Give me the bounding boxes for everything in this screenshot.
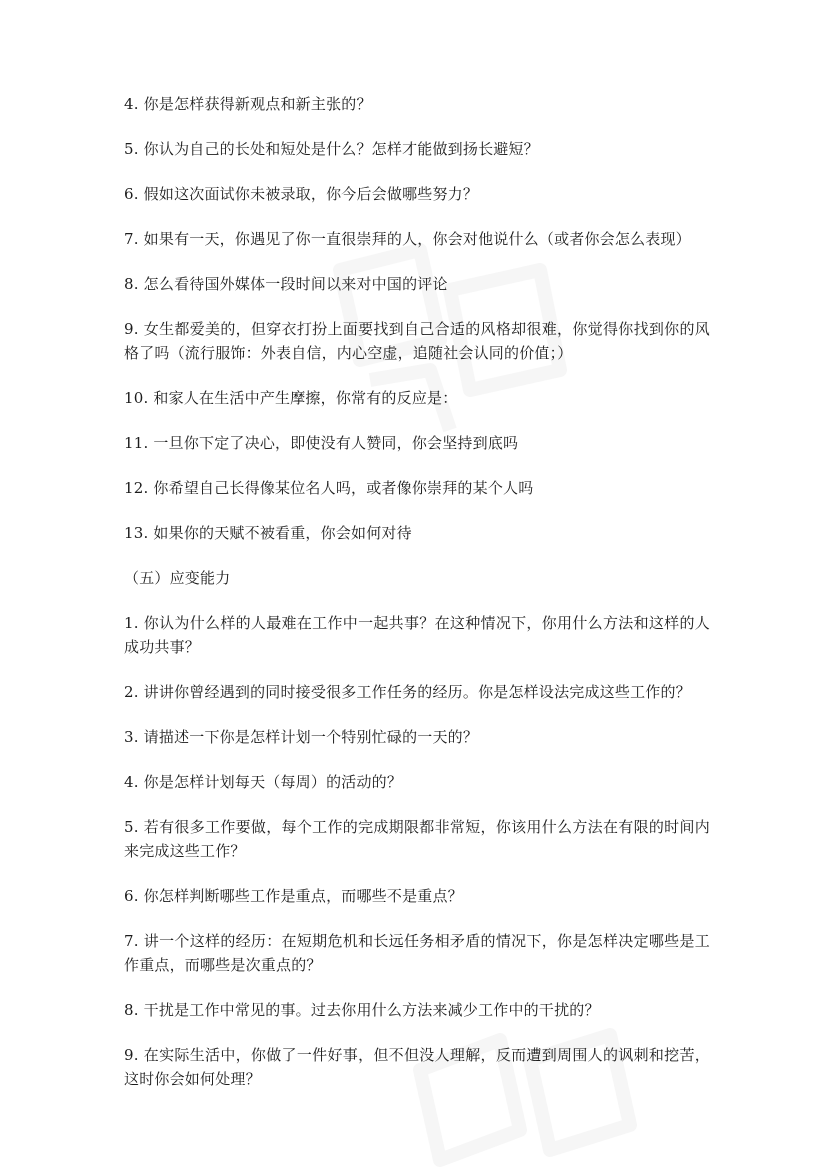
paragraph: 8. 怎么看待国外媒体一段时间以来对中国的评论 xyxy=(124,275,448,293)
section-heading: （五）应变能力 xyxy=(124,569,231,587)
paragraph: 9. 女生都爱美的，但穿衣打扮上面要找到自己合适的风格却很难，你觉得你找到你的风格了吗（流行服饰：外表自信，内心空虚，追随社会认同的价值；） xyxy=(124,320,710,362)
paragraph: 6. 你怎样判断哪些工作是重点，而哪些不是重点？ xyxy=(124,887,463,905)
document-body xyxy=(124,92,710,1112)
paragraph: 4. 你是怎样获得新观点和新主张的？ xyxy=(124,95,372,113)
paragraph: 7. 讲一个这样的经历：在短期危机和长远任务相矛盾的情况下，你是怎样决定哪些是工作重点，而哪些是次重点的？ xyxy=(124,932,710,974)
paragraph: 7. 如果有一天，你遇见了你一直很崇拜的人，你会对他说什么（或者你会怎么表现） xyxy=(124,230,691,248)
paragraph: 9. 在实际生活中，你做了一件好事，但不但没人理解，反而遭到周围人的讽刺和挖苦，这时你会如何处理？ xyxy=(124,1046,710,1088)
paragraph: 5. 你认为自己的长处和短处是什么？怎样才能做到扬长避短？ xyxy=(124,140,539,158)
paragraph: 6. 假如这次面试你未被录取，你今后会做哪些努力？ xyxy=(124,185,479,203)
paragraph: 11. 一旦你下定了决心，即使没有人赞同，你会坚持到底吗 xyxy=(124,434,519,452)
paragraph: 8. 干扰是工作中常见的事。过去你用什么方法来减少工作中的干扰的？ xyxy=(124,1001,600,1019)
paragraph: 3. 请描述一下你是怎样计划一个特别忙碌的一天的？ xyxy=(124,728,479,746)
paragraph: 13. 如果你的天赋不被看重，你会如何对待 xyxy=(124,524,412,542)
paragraph: 12. 你希望自己长得像某位名人吗，或者像你崇拜的某个人吗 xyxy=(124,479,534,497)
paragraph: 4. 你是怎样计划每天（每周）的活动的？ xyxy=(124,773,403,791)
paragraph: 10. 和家人在生活中产生摩擦，你常有的反应是： xyxy=(124,389,458,407)
paragraph: 1. 你认为什么样的人最难在工作中一起共事？在这种情况下，你用什么方法和这样的人成功共事？ xyxy=(124,614,710,656)
paragraph: 5. 若有很多工作要做，每个工作的完成期限都非常短，你该用什么方法在有限的时间内来完成这些工作？ xyxy=(124,818,710,860)
paragraph: 2. 讲讲你曾经遇到的同时接受很多工作任务的经历。你是怎样设法完成这些工作的？ xyxy=(124,683,691,701)
